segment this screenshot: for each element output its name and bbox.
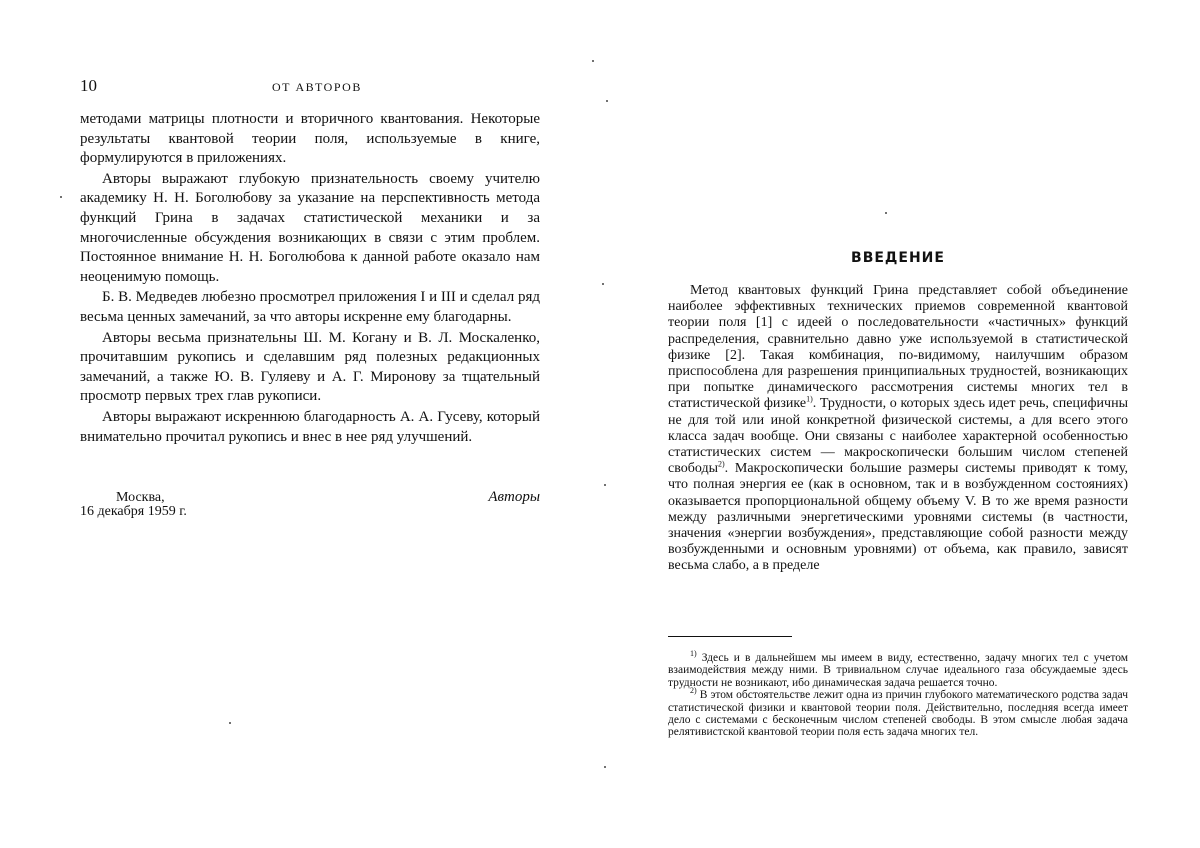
footnote-mark: 2) [690,686,697,696]
paragraph: Авторы выражают глубокую признательность своему учителю академику Н. Н. Боголюбову за указание на перспективность метода функций Грина в задачах статистической механики и за многочисленные обсуждения возникающих в связи с этим проблем. Постоянное внимание Н. Н. Боголюбова к данной работе оказало нам неоценимую помощь. [80,170,540,285]
text-segment: . Трудности, о которых здесь идет речь, специфичны не для той или иной конкретной физической системы, а для всего этого класса задач вообще. Они связаны с наиболее характерной особенностью статистических систем — макроскопически большим числом степеней свободы [668,396,1128,477]
footnote-divider [668,636,792,637]
scan-speck [606,100,608,102]
scan-speck [60,196,62,198]
paragraph: методами матрицы плотности и вторичного квантования. Некоторые результаты квантовой теории поля, используемые в книге, формулируются в приложениях. [80,111,540,167]
scan-speck [229,722,231,724]
text-segment: . Макроскопически большие размеры системы приводят к тому, что полная энергия ее (как в основном, так и в возбужденном состояниях) оказывается пропорциональной общему объему V. В то же время разности между различными энергетическими уровнями системы (в частности, значения «энергии возбуждения», представляющие собой разности между возбужденными и основным уровнями) от объема, как правило, зависят весьма слабо, а в пределе [668,461,1128,574]
scan-speck [604,484,606,486]
page-header [80,76,540,98]
footnote-text: Здесь и в дальнейшем мы имеем в виду, естественно, задачу многих тел с учетом взаимодействия между ними. В тривиальном случае идеального газа обсуждаемые здесь трудности не возникают, ибо динамическая задача решается точно. [668,652,1128,689]
signature-authors: Авторы [488,489,540,505]
introduction-text [668,283,1128,575]
paragraph: Авторы выражают искреннюю благодарность А. А. Гусеву, который внимательно прочитал рукопись и внес в нее ряд улучшений. [80,408,540,445]
signature-block [80,490,540,530]
footnote-text: В этом обстоятельстве лежит одна из причин глубокого математического родства задач статистической физики и квантовой теории поля. Действительно, последняя всегда имеет дело с системами с бесконечным числом степеней свободы. В этом смысле любая задача релятивистской квантовой теории поля есть задача многих тел. [668,689,1128,739]
scan-speck [592,60,594,62]
section-title: ВВЕДЕНИЕ [851,250,945,266]
paragraph [668,283,1128,575]
page-number: 10 [80,76,97,95]
signature-city: Москва, [116,490,165,505]
preface-text [80,110,540,447]
scan-speck [602,283,604,285]
footnote-mark: 1) [690,649,697,659]
footnote [668,686,1128,739]
running-head: ОТ АВТОРОВ [272,80,362,94]
footnote [668,649,1128,689]
paragraph: Б. В. Медведев любезно просмотрел приложения I и III и сделал ряд весьма ценных замечаний, за что авторы искренне ему благодарны. [80,289,540,325]
footnote-ref[interactable]: 1) [806,394,813,404]
footnotes [668,649,1128,739]
paragraph: Авторы весьма признательны Ш. М. Когану и В. Л. Москаленко, прочитавшим рукопись и сделавшим ряд полезных редакционных замечаний, а также Ю. В. Гуляеву и А. Г. Миронову за тщательный просмотр первых трех глав рукописи. [80,329,540,405]
footnote-ref[interactable]: 2) [717,459,725,469]
scan-speck [885,212,887,214]
signature-date: 16 декабря 1959 г. [80,504,187,519]
scan-speck [604,766,606,768]
text-segment: Метод квантовых функций Грина представляет собой объединение наиболее эффективных технических приемов современной квантовой теории поля [1] с идеей о последовательности «частичных» функций распределения, сравнительно давно уже используемой в статистической физике [2]. Такая комбинация, по-видимому, наилучшим образом приспособлена для разрешения принципиальных трудностей, возникающих при попытке динамического рассмотрения системы многих тел в статистической физике [668,283,1128,412]
